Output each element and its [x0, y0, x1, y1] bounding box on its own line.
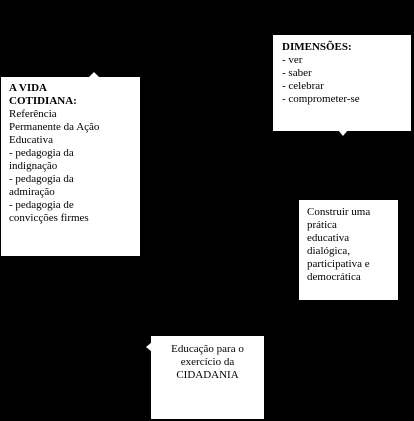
dimensoes-item: - saber [282, 67, 312, 79]
vida-title-line-2: COTIDIANA: [9, 95, 77, 107]
construir-text-line: prática [307, 219, 337, 231]
vida-text-line: convicções firmes [9, 212, 89, 224]
dimensoes-item: - ver [282, 54, 303, 66]
vida-title-line-1: A VIDA [9, 82, 48, 94]
vida-text-line: - pedagogia da [9, 173, 74, 185]
construir-text-line: educativa [307, 232, 350, 244]
vida-text-line: - pedagogia da [9, 147, 74, 159]
educacao-text-line: Educação para o [171, 343, 244, 355]
construir-box [299, 200, 398, 300]
dimensoes-box [273, 35, 411, 131]
construir-text-line: democrática [307, 271, 361, 283]
construir-text-line: dialógica, [307, 245, 351, 257]
construir-text-line: Construir uma [307, 206, 371, 218]
vida-text-line: Referência [9, 108, 57, 120]
construir-text-line: participativa e [307, 258, 370, 270]
dimensoes-item: - celebrar [282, 80, 324, 92]
vida-text-line: - pedagogia de [9, 199, 74, 211]
vida-text-line: Permanente da Ação [9, 121, 100, 133]
educacao-text-line: exercício da [180, 356, 235, 368]
educacao-box [151, 336, 264, 419]
vida-text-line: indignação [9, 160, 58, 172]
dimensoes-item: - comprometer-se [282, 93, 360, 105]
dimensoes-title: DIMENSÕES: [282, 41, 352, 53]
vida-cotidiana-box [1, 77, 140, 256]
educacao-text-line: CIDADANIA [176, 369, 239, 381]
vida-text-line: Educativa [9, 134, 53, 146]
vida-text-line: admiração [9, 186, 55, 198]
